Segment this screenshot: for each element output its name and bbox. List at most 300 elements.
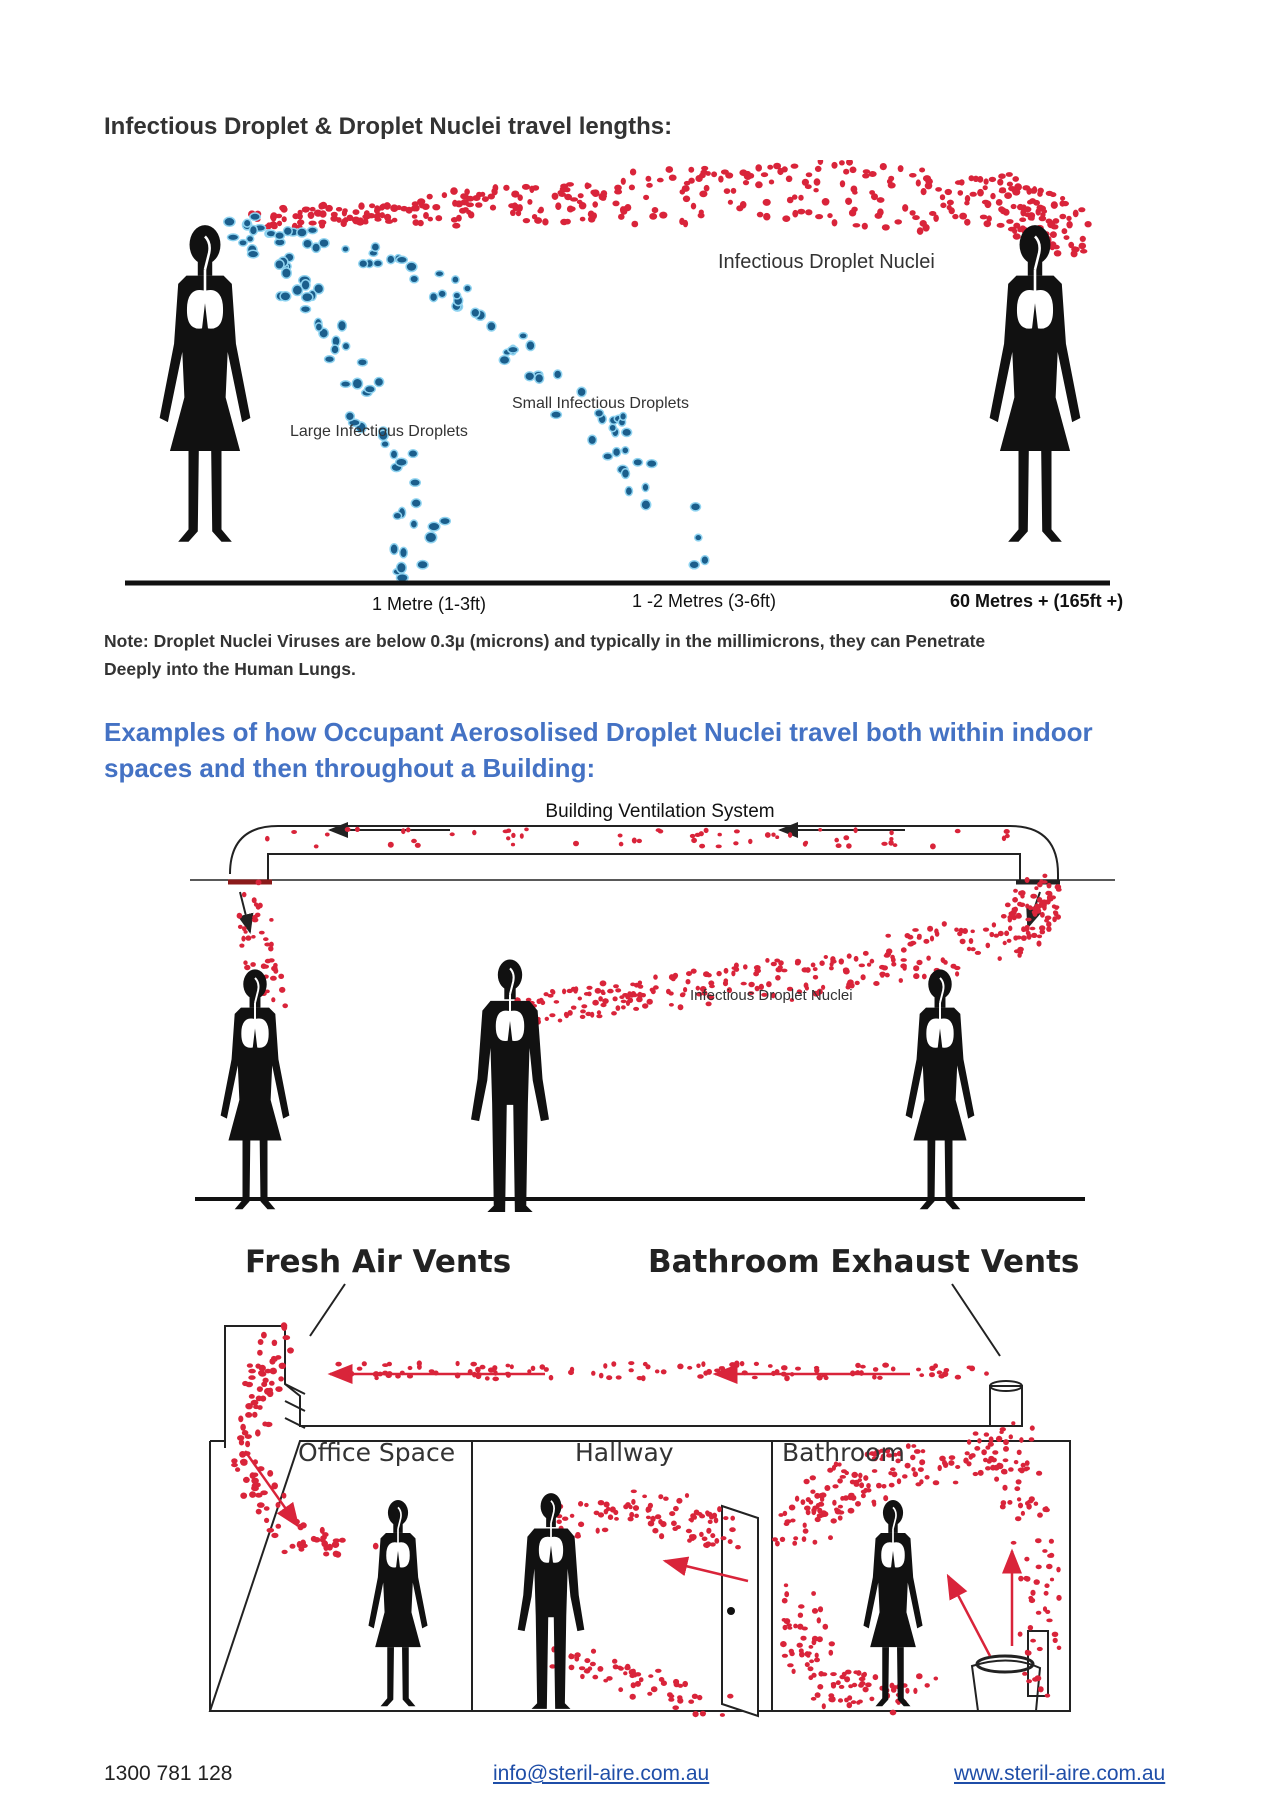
- droplet: [916, 960, 922, 965]
- droplet: [851, 1700, 857, 1704]
- droplet: [765, 832, 771, 838]
- droplet: [919, 168, 925, 173]
- droplet: [1049, 1539, 1054, 1544]
- droplet: [256, 880, 262, 886]
- droplet: [905, 1463, 911, 1469]
- droplet: [627, 991, 631, 995]
- droplet: [686, 971, 692, 976]
- droplet: [994, 1477, 999, 1482]
- droplet: [245, 1441, 250, 1448]
- droplet: [618, 834, 623, 838]
- droplet: [579, 1666, 585, 1670]
- droplet: [387, 255, 395, 264]
- droplet: [1066, 221, 1072, 228]
- droplet: [963, 1458, 968, 1464]
- droplet: [411, 499, 421, 508]
- droplet: [1006, 172, 1013, 177]
- droplet: [811, 1591, 816, 1596]
- droplet: [276, 1524, 282, 1529]
- droplet: [245, 1403, 253, 1409]
- droplet: [371, 243, 379, 251]
- droplet: [575, 1534, 581, 1539]
- occupant-bathroom: [863, 1500, 922, 1706]
- droplet: [588, 435, 597, 444]
- droplet: [834, 1508, 839, 1512]
- note-droplet-nuclei: [104, 627, 1184, 683]
- droplet: [889, 830, 893, 835]
- droplet: [714, 1538, 719, 1544]
- droplet: [557, 1520, 562, 1525]
- droplet: [831, 162, 837, 169]
- droplet: [552, 193, 559, 200]
- website-link[interactable]: www.steril-aire.com.au: [954, 1762, 1166, 1785]
- droplet: [259, 1365, 266, 1372]
- droplet: [1025, 925, 1030, 929]
- droplet: [803, 1523, 807, 1528]
- droplet: [1000, 1427, 1006, 1431]
- droplet: [412, 214, 418, 219]
- droplet: [506, 836, 510, 840]
- droplet: [1030, 1590, 1035, 1596]
- droplet: [1085, 221, 1092, 227]
- droplet: [1045, 1694, 1051, 1698]
- droplet: [699, 210, 704, 215]
- droplet: [735, 1545, 741, 1549]
- droplet: [983, 928, 989, 932]
- droplet: [845, 198, 852, 205]
- droplet: [646, 1516, 651, 1520]
- droplet: [1032, 906, 1039, 910]
- droplet: [241, 936, 245, 942]
- droplet: [262, 965, 269, 969]
- droplet: [362, 1361, 367, 1366]
- droplet: [476, 1373, 482, 1379]
- droplet: [342, 218, 349, 223]
- droplet: [793, 1624, 798, 1629]
- droplet: [580, 1009, 586, 1013]
- droplet: [396, 205, 401, 210]
- figure-droplet-travel: [0, 160, 1280, 620]
- droplet: [755, 164, 762, 171]
- droplet: [863, 1488, 868, 1493]
- droplet: [888, 176, 894, 182]
- droplet: [798, 1613, 803, 1618]
- droplet: [1001, 1500, 1007, 1506]
- droplet: [925, 1683, 930, 1688]
- droplet: [581, 1004, 587, 1008]
- footer-website[interactable]: [954, 1762, 1165, 1786]
- droplet: [723, 1516, 728, 1520]
- droplet: [1019, 1437, 1023, 1443]
- droplet: [506, 1364, 511, 1368]
- droplet: [1057, 1646, 1062, 1650]
- droplet: [580, 1015, 586, 1019]
- droplet: [633, 1505, 639, 1511]
- droplet: [438, 290, 446, 298]
- email-link[interactable]: info@steril-aire.com.au: [493, 1762, 710, 1785]
- droplet: [704, 828, 709, 833]
- droplet: [472, 830, 476, 835]
- droplet: [912, 928, 919, 932]
- droplet: [1045, 891, 1051, 896]
- droplet: [1018, 1632, 1023, 1637]
- droplet: [886, 948, 892, 954]
- droplet: [844, 1676, 850, 1682]
- droplet: [748, 839, 752, 844]
- droplet: [720, 1713, 725, 1717]
- droplet: [865, 1682, 872, 1687]
- droplet: [374, 378, 383, 387]
- droplet: [451, 217, 458, 223]
- droplet: [456, 1361, 460, 1366]
- droplet: [798, 1604, 805, 1608]
- ventilation-title: Building Ventilation System: [545, 801, 775, 822]
- droplet: [1003, 209, 1010, 216]
- droplet: [813, 967, 818, 971]
- droplet: [373, 1543, 379, 1550]
- droplet: [493, 1370, 497, 1376]
- droplet: [525, 372, 535, 381]
- droplet: [757, 212, 764, 218]
- droplet: [988, 1456, 994, 1460]
- droplet: [385, 203, 391, 209]
- droplet: [858, 1683, 864, 1688]
- droplet: [728, 1539, 733, 1544]
- droplet: [275, 260, 284, 270]
- droplet: [281, 1322, 288, 1329]
- droplet: [986, 943, 991, 949]
- droplet: [1017, 902, 1022, 907]
- droplet: [406, 827, 411, 832]
- droplet: [630, 169, 636, 176]
- droplet: [1033, 911, 1038, 917]
- droplet: [466, 196, 474, 202]
- droplet: [1026, 1504, 1031, 1510]
- droplet: [397, 256, 408, 263]
- droplet: [840, 180, 845, 187]
- droplet: [967, 1366, 973, 1370]
- droplet: [812, 1636, 818, 1642]
- droplet: [748, 173, 754, 179]
- droplet: [989, 177, 996, 182]
- droplet: [622, 447, 629, 454]
- droplet: [511, 833, 515, 838]
- droplet: [539, 998, 544, 1004]
- droplet: [921, 1449, 926, 1453]
- droplet: [830, 1672, 837, 1676]
- droplet: [618, 1687, 623, 1692]
- droplet: [596, 1528, 600, 1534]
- distance-60m: 60 Metres + (165ft +): [950, 591, 1124, 611]
- droplet: [291, 830, 297, 834]
- droplet: [784, 1375, 790, 1381]
- droplet: [634, 1514, 639, 1518]
- droplet: [806, 172, 813, 177]
- droplet: [323, 1552, 329, 1557]
- droplet: [691, 203, 696, 210]
- droplet: [566, 182, 574, 187]
- droplet: [652, 207, 659, 213]
- droplet: [983, 1458, 988, 1463]
- droplet: [955, 1465, 960, 1469]
- droplet: [510, 210, 516, 216]
- droplet: [1020, 894, 1024, 899]
- droplet: [691, 503, 701, 511]
- droplet: [433, 1371, 438, 1376]
- droplet: [629, 1368, 634, 1372]
- droplet: [580, 217, 586, 222]
- droplet: [511, 843, 515, 847]
- droplet: [686, 979, 691, 984]
- droplet: [638, 981, 642, 986]
- droplet: [723, 981, 728, 987]
- footer-email[interactable]: [493, 1762, 709, 1786]
- droplet: [359, 260, 368, 268]
- droplet: [256, 1509, 262, 1515]
- droplet: [283, 1335, 291, 1340]
- droplet: [790, 1372, 794, 1376]
- droplet: [787, 1663, 794, 1667]
- droplet: [270, 1368, 277, 1375]
- droplet: [411, 839, 417, 843]
- droplet: [1021, 935, 1027, 941]
- droplet: [259, 1371, 267, 1376]
- droplet: [549, 1375, 554, 1381]
- droplet: [940, 194, 945, 200]
- droplet: [591, 1649, 596, 1654]
- droplet: [890, 1710, 897, 1716]
- droplet: [784, 1583, 788, 1587]
- figure-ventilation-system: [0, 792, 1280, 1212]
- droplet: [1004, 931, 1009, 937]
- droplet: [704, 185, 710, 192]
- droplet: [520, 833, 524, 839]
- droplet: [958, 190, 964, 196]
- droplet: [905, 1688, 909, 1694]
- droplet: [1031, 933, 1037, 938]
- droplet: [888, 840, 893, 846]
- droplet: [373, 1371, 380, 1377]
- droplet: [282, 1550, 288, 1554]
- droplet: [365, 386, 376, 393]
- droplet: [287, 1347, 294, 1353]
- droplet: [832, 219, 838, 226]
- droplet: [915, 1482, 921, 1486]
- droplet: [471, 308, 480, 317]
- droplet: [310, 207, 316, 212]
- droplet: [476, 192, 482, 198]
- droplet: [599, 1373, 604, 1379]
- droplet: [927, 926, 933, 932]
- droplet: [622, 428, 632, 436]
- droplet: [1008, 917, 1012, 922]
- droplet: [578, 1522, 584, 1528]
- droplet: [482, 196, 489, 202]
- droplet: [1036, 208, 1041, 215]
- droplet: [907, 942, 914, 947]
- droplet: [984, 1432, 989, 1436]
- droplet: [319, 222, 325, 228]
- droplet: [1036, 1471, 1042, 1476]
- droplet: [678, 1684, 683, 1688]
- droplet: [948, 1460, 954, 1466]
- droplet: [661, 1680, 667, 1686]
- droplet: [247, 1363, 253, 1367]
- droplet: [861, 974, 866, 980]
- droplet: [1036, 1611, 1042, 1615]
- droplet: [526, 341, 535, 351]
- droplet: [245, 935, 251, 940]
- droplet: [264, 1506, 270, 1511]
- droplet: [260, 1490, 268, 1495]
- droplet: [935, 187, 942, 192]
- droplet: [716, 845, 722, 849]
- droplet: [763, 213, 770, 221]
- droplet: [1054, 906, 1058, 910]
- droplet: [724, 188, 731, 194]
- droplet: [729, 1527, 736, 1532]
- droplet: [251, 1485, 259, 1491]
- droplet: [922, 974, 927, 980]
- droplet: [642, 1003, 648, 1008]
- droplet: [1005, 903, 1011, 908]
- droplet: [1025, 877, 1030, 883]
- droplet: [1025, 1650, 1029, 1656]
- droplet: [622, 469, 630, 479]
- droplet: [613, 996, 618, 1001]
- droplet: [590, 1662, 596, 1667]
- droplet: [408, 450, 417, 458]
- droplet: [953, 1481, 959, 1485]
- droplet: [1044, 1583, 1049, 1588]
- droplet: [464, 285, 471, 292]
- droplet: [869, 1697, 874, 1702]
- droplet: [1055, 914, 1061, 919]
- droplet: [699, 831, 704, 836]
- droplet: [838, 1505, 843, 1509]
- droplet: [984, 1371, 989, 1375]
- droplet: [275, 1386, 282, 1392]
- speaker-silhouette: [160, 225, 251, 542]
- droplet: [824, 1485, 830, 1491]
- droplet: [734, 963, 739, 969]
- droplet: [1005, 834, 1010, 838]
- droplet: [919, 1373, 924, 1377]
- droplet: [381, 441, 389, 448]
- droplet: [708, 1520, 713, 1524]
- droplet: [430, 293, 438, 302]
- droplet: [836, 843, 842, 848]
- droplet: [1037, 897, 1042, 903]
- droplet: [629, 185, 635, 191]
- droplet: [260, 1396, 266, 1402]
- droplet: [342, 246, 349, 252]
- droplet: [652, 1528, 658, 1534]
- droplet: [631, 1490, 637, 1494]
- droplet: [872, 1375, 877, 1380]
- droplet: [611, 1361, 616, 1367]
- droplet: [406, 207, 413, 214]
- droplet: [861, 1493, 866, 1498]
- droplet: [929, 1372, 935, 1377]
- droplet: [1026, 931, 1031, 935]
- droplet: [688, 167, 694, 173]
- droplet: [803, 841, 808, 846]
- droplet: [655, 1669, 662, 1673]
- droplet: [673, 1506, 679, 1511]
- droplet: [899, 978, 903, 983]
- droplet: [1024, 1557, 1029, 1562]
- droplet: [1041, 209, 1047, 214]
- label-droplet-nuclei-2: Infectious Droplet Nuclei: [690, 987, 853, 1004]
- droplet: [290, 1544, 296, 1549]
- droplet: [505, 1372, 511, 1376]
- occupant-hallway: [518, 1493, 585, 1709]
- droplet: [282, 268, 292, 278]
- droplet: [388, 842, 394, 848]
- droplet: [1062, 228, 1068, 234]
- droplet: [860, 1365, 866, 1369]
- droplet: [1038, 1686, 1044, 1692]
- droplet: [683, 987, 687, 992]
- droplet: [297, 228, 307, 237]
- droplet: [308, 212, 315, 219]
- droplet: [668, 991, 673, 995]
- droplet: [257, 1350, 263, 1356]
- droplet: [257, 1466, 264, 1471]
- droplet: [930, 843, 936, 849]
- droplet: [1034, 1579, 1040, 1585]
- droplet: [1080, 249, 1087, 254]
- label-large-droplets: Large Infectious Droplets: [290, 423, 468, 440]
- droplet: [510, 1364, 514, 1369]
- droplet: [996, 1436, 1002, 1442]
- droplet: [620, 413, 627, 421]
- label-office-space: Office Space: [298, 1438, 456, 1467]
- droplet: [942, 921, 947, 927]
- droplet: [938, 1374, 944, 1379]
- droplet: [492, 1377, 499, 1382]
- droplet: [699, 191, 707, 198]
- droplet: [569, 1665, 575, 1671]
- droplet: [844, 1471, 849, 1475]
- droplet: [245, 1412, 252, 1418]
- droplet: [832, 1500, 836, 1506]
- droplet: [980, 215, 988, 220]
- droplet: [297, 1541, 302, 1548]
- droplet: [319, 210, 326, 218]
- droplet: [270, 214, 275, 221]
- droplet: [977, 176, 983, 183]
- droplet: [1059, 214, 1066, 220]
- droplet: [718, 833, 722, 837]
- droplet: [795, 1367, 801, 1371]
- droplet: [1040, 912, 1045, 918]
- droplet: [631, 1499, 635, 1505]
- droplet: [625, 487, 632, 496]
- droplet: [814, 1366, 819, 1370]
- droplet: [885, 934, 891, 938]
- droplet: [686, 1529, 692, 1533]
- droplet: [811, 963, 816, 968]
- droplet: [985, 1466, 991, 1470]
- droplet: [877, 1376, 883, 1380]
- droplet: [919, 1460, 924, 1465]
- droplet: [940, 203, 946, 209]
- droplet: [973, 1431, 979, 1435]
- droplet: [983, 185, 988, 190]
- droplet: [901, 947, 907, 952]
